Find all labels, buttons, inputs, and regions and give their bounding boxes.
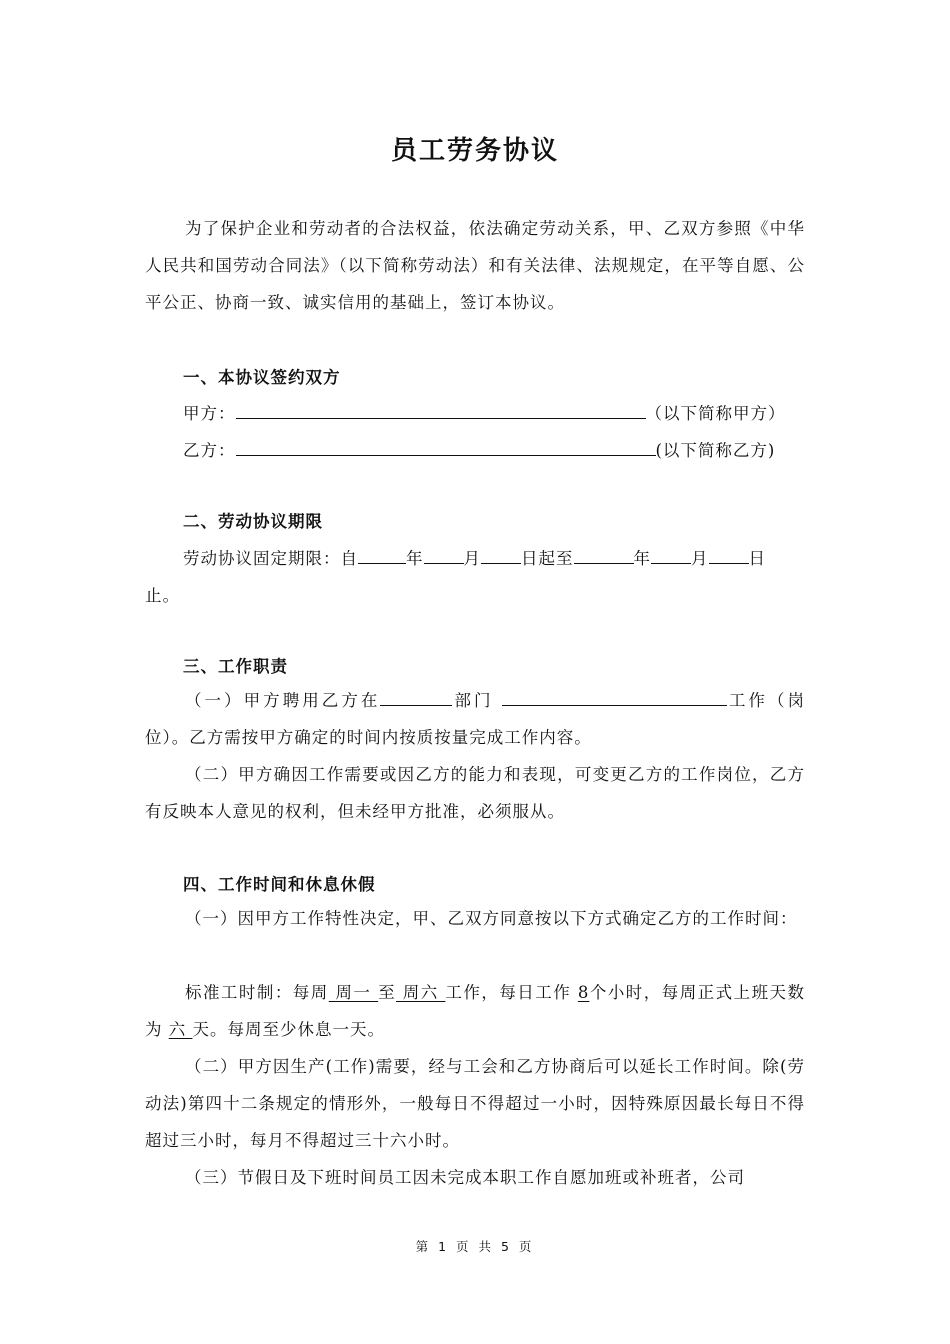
page-number-footer: 第 1 页 共 5 页: [415, 1239, 535, 1254]
party-b-suffix: (以下简称乙方): [655, 441, 776, 460]
weekly-days-label: 个小时，每周正式上班天数为: [145, 983, 806, 1039]
section-3-heading: 三、工作职责: [183, 657, 288, 676]
start-year-blank[interactable]: [358, 545, 406, 564]
to-label: 至: [378, 983, 397, 1002]
end-year-blank[interactable]: [574, 545, 634, 564]
party-b-label: 乙方：: [183, 441, 236, 460]
intro-paragraph: 为了保护企业和劳动者的合法权益，依法确定劳动关系，甲、乙双方参照《中华人民共和国劳动合同法》（以下简称劳动法）和有关法律、法规规定，在平等自愿、公平公正、协商一致、诚实信用的基础上，签订本协议。: [145, 219, 805, 312]
duty-paragraph-2: （二）甲方确因工作需要或因乙方的能力和表现，可变更乙方的工作岗位，乙方有反映本人意见的权利，但未经甲方批准，必须服从。: [145, 765, 805, 821]
year-label: 年: [406, 549, 424, 568]
weekly-rest-text: 天。每周至少休息一天。: [192, 1020, 385, 1039]
section-2-heading: 二、劳动协议期限: [183, 512, 323, 531]
end-year-label: 年: [633, 549, 651, 568]
duty-1-prefix: （一）甲方聘用乙方在: [185, 691, 381, 710]
worktime-paragraph-2: [145, 974, 805, 1048]
daily-work-label: 工作，每日工作: [445, 983, 578, 1002]
party-a-line: [183, 400, 786, 424]
day-from-label: 日起至: [521, 549, 574, 568]
work-start-day: 周一: [328, 983, 379, 1002]
party-a-label: 甲方：: [183, 404, 236, 423]
term-end-text: 止。: [145, 586, 180, 605]
document-title: 员工劳务协议: [390, 136, 559, 166]
worktime-paragraph-1: （一）因甲方工作特性决定，甲、乙双方同意按以下方式确定乙方的工作时间：: [185, 909, 798, 928]
duty-paragraph-1: [145, 682, 805, 756]
day-end-label: 日: [748, 549, 766, 568]
term-start-text: 劳动协议固定期限：自: [183, 549, 358, 568]
party-a-suffix: （以下简称甲方）: [645, 404, 786, 423]
party-a-blank[interactable]: [236, 400, 646, 419]
section-4-heading: 四、工作时间和休息休假: [183, 875, 376, 894]
start-month-blank[interactable]: [424, 545, 464, 564]
worktime-paragraph-3: （二）甲方因生产(工作)需要，经与工会和乙方协商后可以延长工作时间。除(劳动法)第四十二条规定的情形外，一般每日不得超过一小时，因特殊原因最长每日不得超过三小时，每月不得超过三十六小时。: [145, 1057, 805, 1150]
daily-hours: 8: [577, 983, 590, 1002]
month-label: 月: [463, 549, 481, 568]
end-month-blank[interactable]: [651, 545, 691, 564]
department-blank[interactable]: [380, 687, 452, 706]
section-1-heading: 一、本协议签约双方: [183, 368, 341, 387]
term-line: [183, 545, 766, 569]
worktime-paragraph-4: （三）节假日及下班时间员工因未完成本职工作自愿加班或补班者，公司: [185, 1168, 745, 1187]
party-b-line: [183, 437, 775, 461]
position-blank[interactable]: [502, 687, 727, 706]
department-label: 部门: [452, 691, 502, 710]
end-day-blank[interactable]: [709, 545, 749, 564]
end-month-label: 月: [691, 549, 709, 568]
standard-hours-prefix: 标准工时制：每周: [185, 983, 329, 1002]
work-end-day: 周六: [396, 983, 446, 1002]
party-b-blank[interactable]: [236, 437, 656, 456]
weekly-days: 六: [168, 1020, 193, 1039]
duty-1-rest: 工作（岗位）。乙方需按甲方确定的时间内按质按量完成工作内容。: [145, 691, 806, 747]
start-day-blank[interactable]: [481, 545, 521, 564]
